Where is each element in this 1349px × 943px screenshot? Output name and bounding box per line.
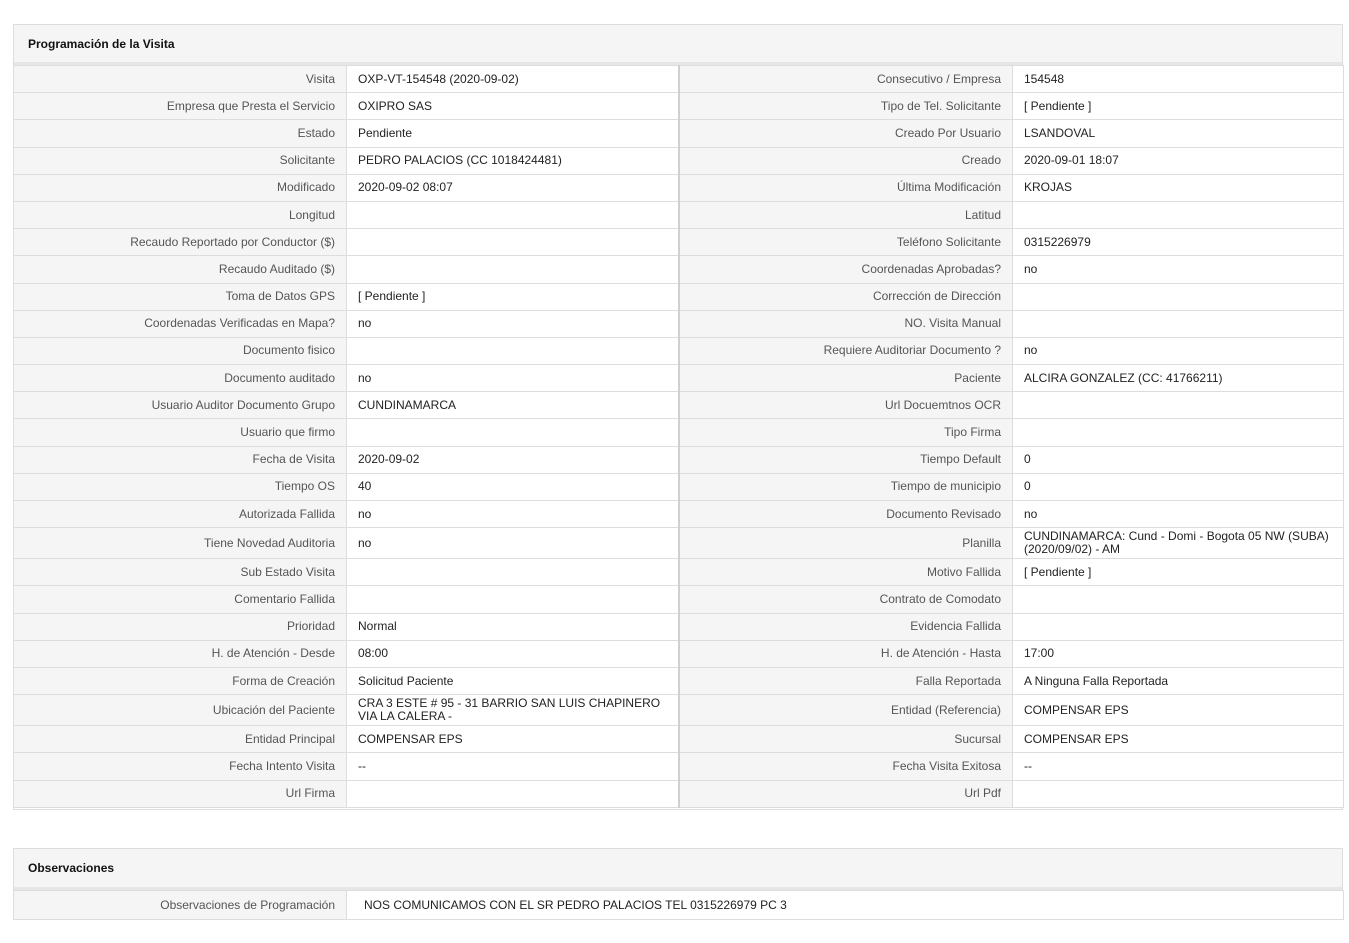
field-value: 17:00 bbox=[1013, 640, 1344, 667]
field-value: COMPENSAR EPS bbox=[347, 726, 679, 753]
field-label: Teléfono Solicitante bbox=[679, 229, 1013, 256]
field-value: KROJAS bbox=[1013, 174, 1344, 201]
field-value: 2020-09-02 08:07 bbox=[347, 174, 679, 201]
field-value: no bbox=[1013, 256, 1344, 283]
field-value bbox=[347, 586, 679, 613]
table-row bbox=[14, 695, 1344, 726]
field-label: Contrato de Comodato bbox=[679, 586, 1013, 613]
field-label: Usuario que firmo bbox=[14, 419, 347, 446]
field-label: Tiempo OS bbox=[14, 473, 347, 500]
field-label: Última Modificación bbox=[679, 174, 1013, 201]
field-label: Tipo Firma bbox=[679, 419, 1013, 446]
field-label: Prioridad bbox=[14, 613, 347, 640]
field-value: 0 bbox=[1013, 446, 1344, 473]
table-row bbox=[14, 66, 1344, 93]
field-value bbox=[347, 419, 679, 446]
field-label: Autorizada Fallida bbox=[14, 501, 347, 528]
field-value: Normal bbox=[347, 613, 679, 640]
field-value bbox=[347, 780, 679, 807]
field-value: COMPENSAR EPS bbox=[1013, 726, 1344, 753]
field-label: Fecha Visita Exitosa bbox=[679, 753, 1013, 780]
field-label: Requiere Auditoriar Documento ? bbox=[679, 337, 1013, 364]
field-label: Paciente bbox=[679, 365, 1013, 392]
field-value: -- bbox=[1013, 753, 1344, 780]
field-label: Url Firma bbox=[14, 780, 347, 807]
table-row bbox=[14, 392, 1344, 419]
field-label: Visita bbox=[14, 66, 347, 93]
table-row bbox=[14, 93, 1344, 120]
field-label: Fecha Intento Visita bbox=[14, 753, 347, 780]
table-row bbox=[14, 753, 1344, 780]
field-value: ALCIRA GONZALEZ (CC: 41766211) bbox=[1013, 365, 1344, 392]
field-label: Sucursal bbox=[679, 726, 1013, 753]
table-row bbox=[14, 120, 1344, 147]
table-row bbox=[14, 667, 1344, 694]
table-row bbox=[14, 365, 1344, 392]
field-value: Solicitud Paciente bbox=[347, 667, 679, 694]
field-value: no bbox=[347, 310, 679, 337]
field-label: Entidad Principal bbox=[14, 726, 347, 753]
table-row bbox=[14, 528, 1344, 559]
field-label: Planilla bbox=[679, 528, 1013, 559]
field-label: Documento Revisado bbox=[679, 501, 1013, 528]
field-value: PEDRO PALACIOS (CC 1018424481) bbox=[347, 147, 679, 174]
table-row bbox=[14, 310, 1344, 337]
field-value: CUNDINAMARCA: Cund - Domi - Bogota 05 NW (SUBA) (2020/09/02) - AM bbox=[1013, 528, 1344, 559]
field-value: CUNDINAMARCA bbox=[347, 392, 679, 419]
field-label: Coordenadas Aprobadas? bbox=[679, 256, 1013, 283]
field-value bbox=[1013, 283, 1344, 310]
field-label: Estado bbox=[14, 120, 347, 147]
field-value bbox=[1013, 613, 1344, 640]
field-label: H. de Atención - Desde bbox=[14, 640, 347, 667]
table-row bbox=[14, 201, 1344, 228]
field-label: Forma de Creación bbox=[14, 667, 347, 694]
field-label: Recaudo Auditado ($) bbox=[14, 256, 347, 283]
table-row bbox=[14, 501, 1344, 528]
field-label: Longitud bbox=[14, 201, 347, 228]
table-row bbox=[14, 229, 1344, 256]
table-row bbox=[14, 640, 1344, 667]
field-label: Url Docuemtnos OCR bbox=[679, 392, 1013, 419]
field-value: 08:00 bbox=[347, 640, 679, 667]
field-value: no bbox=[347, 365, 679, 392]
field-value: CRA 3 ESTE # 95 - 31 BARRIO SAN LUIS CHAPINERO VIA LA CALERA - bbox=[347, 695, 679, 726]
field-label: Fecha de Visita bbox=[14, 446, 347, 473]
field-label: Documento auditado bbox=[14, 365, 347, 392]
field-label: Creado bbox=[679, 147, 1013, 174]
observaciones-panel bbox=[13, 848, 1343, 919]
observaciones-title: Observaciones bbox=[14, 849, 1342, 890]
field-label: Ubicación del Paciente bbox=[14, 695, 347, 726]
field-label: Url Pdf bbox=[679, 780, 1013, 807]
field-value: COMPENSAR EPS bbox=[1013, 695, 1344, 726]
field-label: Evidencia Fallida bbox=[679, 613, 1013, 640]
field-value: [ Pendiente ] bbox=[1013, 559, 1344, 586]
table-row bbox=[14, 780, 1344, 807]
table-row bbox=[14, 473, 1344, 500]
field-value bbox=[1013, 310, 1344, 337]
field-label: Motivo Fallida bbox=[679, 559, 1013, 586]
field-label: Documento fisico bbox=[14, 337, 347, 364]
field-label: Tiene Novedad Auditoria bbox=[14, 528, 347, 559]
field-label: H. de Atención - Hasta bbox=[679, 640, 1013, 667]
field-value: -- bbox=[347, 753, 679, 780]
field-label: Falla Reportada bbox=[679, 667, 1013, 694]
field-value bbox=[1013, 392, 1344, 419]
field-label: Sub Estado Visita bbox=[14, 559, 347, 586]
field-value: [ Pendiente ] bbox=[1013, 93, 1344, 120]
field-label: Usuario Auditor Documento Grupo bbox=[14, 392, 347, 419]
table-row bbox=[14, 613, 1344, 640]
field-label: Tipo de Tel. Solicitante bbox=[679, 93, 1013, 120]
field-value: LSANDOVAL bbox=[1013, 120, 1344, 147]
field-label: Modificado bbox=[14, 174, 347, 201]
observaciones-value: NOS COMUNICAMOS CON EL SR PEDRO PALACIOS TEL 0315226979 PC 3 bbox=[347, 891, 1344, 920]
field-label: Entidad (Referencia) bbox=[679, 695, 1013, 726]
programacion-title: Programación de la Visita bbox=[14, 25, 1342, 65]
field-value: Pendiente bbox=[347, 120, 679, 147]
field-value bbox=[1013, 586, 1344, 613]
field-value bbox=[347, 337, 679, 364]
field-value: A Ninguna Falla Reportada bbox=[1013, 667, 1344, 694]
field-value: 0 bbox=[1013, 473, 1344, 500]
field-label: Recaudo Reportado por Conductor ($) bbox=[14, 229, 347, 256]
field-value bbox=[347, 229, 679, 256]
table-row bbox=[14, 337, 1344, 364]
observaciones-table bbox=[13, 890, 1344, 920]
table-row bbox=[14, 174, 1344, 201]
table-row bbox=[14, 726, 1344, 753]
programacion-table bbox=[13, 65, 1344, 808]
table-row bbox=[14, 559, 1344, 586]
table-row bbox=[14, 891, 1344, 920]
field-value: 40 bbox=[347, 473, 679, 500]
field-value: 2020-09-02 bbox=[347, 446, 679, 473]
field-label: Corrección de Dirección bbox=[679, 283, 1013, 310]
field-value: no bbox=[347, 501, 679, 528]
field-label: Solicitante bbox=[14, 147, 347, 174]
field-label: Tiempo Default bbox=[679, 446, 1013, 473]
field-label: Comentario Fallida bbox=[14, 586, 347, 613]
field-value bbox=[347, 559, 679, 586]
field-value bbox=[1013, 780, 1344, 807]
field-value bbox=[347, 256, 679, 283]
table-row bbox=[14, 147, 1344, 174]
field-value bbox=[1013, 419, 1344, 446]
field-value: no bbox=[1013, 337, 1344, 364]
field-label: Creado Por Usuario bbox=[679, 120, 1013, 147]
programacion-panel bbox=[13, 24, 1343, 810]
field-value: no bbox=[1013, 501, 1344, 528]
field-value: OXIPRO SAS bbox=[347, 93, 679, 120]
programacion-table-body bbox=[14, 66, 1344, 808]
field-value: no bbox=[347, 528, 679, 559]
table-row bbox=[14, 256, 1344, 283]
field-value: OXP-VT-154548 (2020-09-02) bbox=[347, 66, 679, 93]
field-label: Coordenadas Verificadas en Mapa? bbox=[14, 310, 347, 337]
field-label: Latitud bbox=[679, 201, 1013, 228]
observaciones-label: Observaciones de Programación bbox=[14, 891, 347, 920]
table-row bbox=[14, 283, 1344, 310]
field-value: 154548 bbox=[1013, 66, 1344, 93]
field-value: [ Pendiente ] bbox=[347, 283, 679, 310]
table-row bbox=[14, 446, 1344, 473]
field-value: 2020-09-01 18:07 bbox=[1013, 147, 1344, 174]
table-row bbox=[14, 419, 1344, 446]
field-value bbox=[1013, 201, 1344, 228]
table-row bbox=[14, 586, 1344, 613]
field-label: Toma de Datos GPS bbox=[14, 283, 347, 310]
field-label: NO. Visita Manual bbox=[679, 310, 1013, 337]
field-label: Consecutivo / Empresa bbox=[679, 66, 1013, 93]
field-label: Empresa que Presta el Servicio bbox=[14, 93, 347, 120]
field-label: Tiempo de municipio bbox=[679, 473, 1013, 500]
field-value: 0315226979 bbox=[1013, 229, 1344, 256]
field-value bbox=[347, 201, 679, 228]
